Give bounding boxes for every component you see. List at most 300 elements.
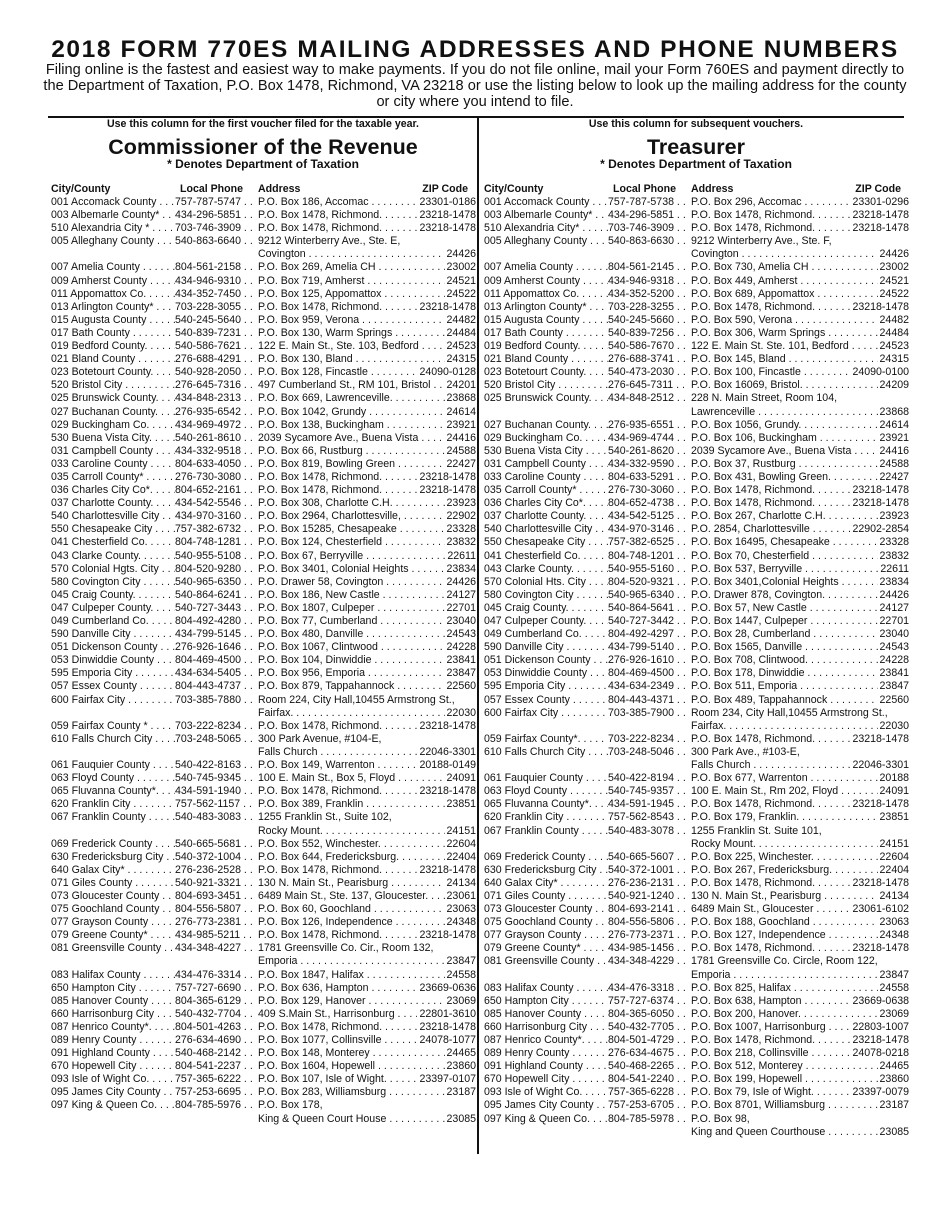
zip-code: 23328 <box>879 536 909 549</box>
local-phone: 540-839-7231 . . . <box>175 327 255 340</box>
local-phone: 276-773-2371 . . . <box>608 929 688 942</box>
table-row <box>481 615 911 628</box>
address: P.O. Box 128, Fincastle . . . <box>258 366 476 379</box>
zip-code: 24484 <box>879 326 909 339</box>
address: P.O. Box 1447, Culpeper . . . <box>691 615 909 628</box>
table-row <box>481 392 911 405</box>
city-county: 031 Campbell County . . . <box>484 458 608 471</box>
local-phone: 804-748-1201 . . . <box>608 550 688 563</box>
table-row <box>48 576 478 589</box>
city-county: 620 Franklin City . . . <box>484 811 608 824</box>
city-county: 053 Dinwiddie County . . . <box>51 654 175 667</box>
city-county: 011 Appomattox Co. . . . <box>484 288 608 301</box>
zip-code: 24588 <box>879 457 909 470</box>
address: P.O. Box 1478, Richmond. . . . <box>691 301 909 314</box>
table-row <box>481 903 911 916</box>
local-phone: 540-864-6241 . . . <box>175 589 255 602</box>
local-phone: 434-946-9310 . . . <box>175 275 255 288</box>
local-phone: 703-222-8234 . . . <box>608 733 688 746</box>
zip-code: 24151 <box>446 824 476 837</box>
zip-code: 22560 <box>446 680 476 693</box>
table-row <box>481 942 911 955</box>
zip-code: 24521 <box>446 274 476 287</box>
city-county: 097 King & Queen Co. . . . <box>51 1099 175 1112</box>
address: P.O. Box 67, Berryville . . . <box>258 550 476 563</box>
table-row <box>48 680 478 693</box>
table-row <box>48 903 478 916</box>
city-county: 001 Accomack County . . . <box>51 196 175 209</box>
zip-code: 24426 <box>446 575 476 588</box>
address: P.O. Box 389, Franklin . . . <box>258 798 476 811</box>
table-row <box>481 288 911 301</box>
address: P.O. Box 1007, Harrisonburg . . . <box>691 1021 909 1034</box>
address: P.O. Box 267, Charlotte C.H. . . . <box>691 510 909 523</box>
local-phone: 540-422-8194 . . . <box>608 772 688 785</box>
table-row <box>481 261 911 274</box>
city-county: 087 Henrico County*. . . . <box>484 1034 608 1047</box>
local-phone: 276-935-6542 . . . <box>175 406 255 419</box>
city-county: 520 Bristol City . . . <box>484 379 608 392</box>
zip-code: 24201 <box>446 379 476 392</box>
table-row <box>481 366 911 379</box>
table-row <box>48 1021 478 1034</box>
address: P.O. Box 590, Verona . . . <box>691 314 909 327</box>
zip-code: 23063 <box>879 916 909 929</box>
city-county: 083 Halifax County . . . <box>484 982 608 995</box>
zip-code: 23218-1478 <box>419 484 476 497</box>
local-phone: 804-541-2237 . . . <box>175 1060 255 1073</box>
city-county: 005 Alleghany County . . . <box>484 235 608 248</box>
local-phone: 540-372-1001 . . . <box>608 864 688 877</box>
local-phone: 703-746-3909 . . . <box>175 222 255 235</box>
address: P.O. Box 70, Chesterfield . . . <box>691 550 909 563</box>
local-phone: 276-926-1610 . . . <box>608 654 688 667</box>
city-county: 093 Isle of Wight Co. . . . <box>51 1073 175 1086</box>
city-county: 079 Greene County* . . . <box>51 929 175 942</box>
local-phone: 804-443-4371 . . . <box>608 694 688 707</box>
address: P.O. Box 1067, Clintwood . . . <box>258 641 476 654</box>
address: P.O. Box 3401, Colonial Heights . . . <box>258 563 476 576</box>
address: Lawrenceville . . . <box>691 406 909 419</box>
city-county: 011 Appomattox Co. . . . <box>51 288 175 301</box>
address: P.O. Box 130, Warm Springs . . . <box>258 327 476 340</box>
zip-code: 22427 <box>879 470 909 483</box>
table-row <box>48 497 478 510</box>
table-row <box>481 707 911 720</box>
table-row <box>481 1021 911 1034</box>
table-row <box>48 406 478 419</box>
address: P.O. Box 106, Buckingham . . . <box>691 432 909 445</box>
local-phone: 540-965-6340 . . . <box>608 589 688 602</box>
local-phone: 804-561-2145 . . . <box>608 261 688 274</box>
city-county: 600 Fairfax City . . . <box>484 707 608 720</box>
address: P.O. Box 1478, Richmond. . . . <box>691 209 909 222</box>
city-county: 017 Bath County . . . <box>51 327 175 340</box>
address: 2039 Sycamore Ave., Buena Vista . . . <box>258 432 476 445</box>
city-county: 037 Charlotte County. . . . <box>51 497 175 510</box>
zip-code: 24558 <box>446 968 476 981</box>
city-county: 630 Fredericksburg City . . . <box>484 864 608 877</box>
address: P.O. Box 689, Appomattox . . . <box>691 288 909 301</box>
address: Room 224, City Hall,10455 Armstrong St., <box>258 693 455 706</box>
city-county: 051 Dickenson County . . . <box>51 641 175 654</box>
table-row <box>48 301 478 314</box>
local-phone: 540-261-8620 . . . <box>608 445 688 458</box>
address: 6489 Main St., Ste. 137, Gloucester. . . . <box>258 890 476 903</box>
table-row <box>48 667 478 680</box>
city-county: 081 Greensville County . . . <box>484 955 608 968</box>
local-phone: 540-245-5640 . . . <box>175 314 255 327</box>
city-county: 009 Amherst County . . . <box>484 275 608 288</box>
table-row <box>481 811 911 824</box>
header-address: Address <box>691 183 734 195</box>
address: P.O. Box 730, Amelia CH . . . <box>691 261 909 274</box>
table-row <box>481 798 911 811</box>
zip-code: 23218-1478 <box>852 798 909 811</box>
zip-code: 24078-1077 <box>419 1034 476 1046</box>
zip-code: 24614 <box>879 418 909 431</box>
city-county: 590 Danville City . . . <box>484 641 608 654</box>
table-row <box>481 209 911 222</box>
zip-code: 23187 <box>446 1086 476 1099</box>
local-phone: 703-248-5046 . . . <box>608 746 688 759</box>
address: P.O. Box 480, Danville . . . <box>258 628 476 641</box>
zip-code: 23397-0107 <box>419 1073 476 1086</box>
table-row <box>481 301 911 314</box>
city-county: 027 Buchanan County. . . . <box>51 406 175 419</box>
table-row <box>481 825 911 838</box>
table-row <box>48 550 478 563</box>
zip-code: 23301-0186 <box>419 196 476 208</box>
local-phone: 434-985-1456 . . . <box>608 942 688 955</box>
table-row <box>481 327 911 340</box>
zip-code: 24543 <box>879 641 909 654</box>
local-phone: 540-928-2050 . . . <box>175 366 255 379</box>
table-row <box>48 772 478 785</box>
table-row <box>48 851 478 864</box>
address: P.O. Box 100, Fincastle . . . <box>691 366 909 379</box>
zip-code: 22030 <box>879 719 909 732</box>
address: 1781 Greensville Co. Circle, Room 122, <box>691 955 878 968</box>
zip-code: 24228 <box>446 641 476 654</box>
table-row <box>48 890 478 903</box>
city-county: 073 Gloucester County . . . <box>51 890 175 903</box>
local-phone: 540-665-5607 . . . <box>608 851 688 864</box>
table-row <box>48 1008 478 1021</box>
table-row <box>481 641 911 654</box>
address: P.O. Box 37, Rustburg . . . <box>691 458 909 471</box>
local-phone: 276-634-4690 . . . <box>175 1034 255 1047</box>
address: P.O. Box 1478, Richmond. . . . <box>691 733 909 746</box>
zip-code: 24465 <box>446 1047 476 1060</box>
zip-code: 23040 <box>446 615 476 627</box>
table-row <box>48 969 478 982</box>
table-row-continuation <box>48 955 478 968</box>
city-county: 550 Chesapeake City . . . <box>51 523 175 536</box>
table-row <box>481 275 911 288</box>
address: P.O. Drawer 878, Covington. . . . <box>691 589 909 602</box>
city-county: 033 Caroline County . . . <box>51 458 175 471</box>
commissioner-table-header <box>48 183 478 196</box>
zip-code: 23218-1478 <box>852 942 909 955</box>
local-phone: 434-591-1940 . . . <box>175 785 255 798</box>
zip-code: 24127 <box>879 601 909 614</box>
address: P.O. Box 1478, Richmond. . . . <box>258 720 476 733</box>
address: P.O. Box 199, Hopewell . . . <box>691 1073 909 1086</box>
city-county: 041 Chesterfield Co. . . . <box>484 550 608 563</box>
zip-code: 22404 <box>446 850 476 863</box>
table-row <box>481 497 911 510</box>
address: P.O. Box 296, Accomac . . . <box>691 196 909 209</box>
address: P.O. Box 1478, Richmond. . . . <box>258 301 476 314</box>
table-row <box>48 995 478 1008</box>
city-county: 095 James City County . . . <box>51 1086 175 1099</box>
table-row-continuation <box>48 746 478 759</box>
table-row <box>481 851 911 864</box>
address: P.O. Box 186, Accomac . . . <box>258 196 476 209</box>
address: P.O. Box 8701, Williamsburg . . . <box>691 1099 909 1112</box>
zip-code: 23218-1478 <box>852 484 909 497</box>
zip-code: 23218-1478 <box>419 300 476 313</box>
city-county: 660 Harrisonburg City . . . <box>484 1021 608 1034</box>
local-phone: 540-727-3443 . . . <box>175 602 255 615</box>
city-county: 019 Bedford County. . . . <box>51 340 175 353</box>
city-county: 097 King & Queen Co. . . . <box>484 1113 608 1126</box>
address: Fairfax. . . . <box>258 707 476 720</box>
address: Falls Church . . . <box>258 746 476 759</box>
address: P.O. Box 1807, Culpeper . . . <box>258 602 476 615</box>
zip-code: 23860 <box>446 1060 476 1073</box>
table-row <box>481 510 911 523</box>
local-phone: 757-562-1157 . . . <box>175 798 255 811</box>
local-phone: 757-253-6695 . . . <box>175 1086 255 1099</box>
zip-code: 23851 <box>879 811 909 824</box>
table-row <box>48 314 478 327</box>
local-phone: 703-248-5065 . . . <box>175 733 255 746</box>
commissioner-denote: * Denotes Department of Taxation <box>167 157 359 171</box>
local-phone: 804-556-5807 . . . <box>175 903 255 916</box>
address: 1255 Franklin St. Suite 101, <box>691 824 822 837</box>
local-phone: 540-864-5641 . . . <box>608 602 688 615</box>
city-county: 095 James City County . . . <box>484 1099 608 1112</box>
address: P.O. Box 1478, Richmond. . . . <box>258 471 476 484</box>
city-county: 027 Buchanan County. . . . <box>484 419 608 432</box>
city-county: 013 Arlington County* . . . <box>51 301 175 314</box>
local-phone: 757-253-6705 . . . <box>608 1099 688 1112</box>
local-phone: 276-634-4675 . . . <box>608 1047 688 1060</box>
zip-code: 23218-1478 <box>419 863 476 876</box>
local-phone: 540-839-7256 . . . <box>608 327 688 340</box>
city-county: 089 Henry County . . . <box>484 1047 608 1060</box>
zip-code: 24348 <box>446 916 476 929</box>
address: 497 Cumberland St., RM 101, Bristol . . . <box>258 379 476 392</box>
page-title: 2018 FORM 770ES MAILING ADDRESSES AND PHONE NUMBERS <box>51 36 899 63</box>
city-county: 003 Albemarle County* . . . <box>51 209 175 222</box>
zip-code: 24522 <box>879 287 909 300</box>
table-row <box>481 550 911 563</box>
zip-code: 22046-3301 <box>852 759 909 772</box>
city-county: 093 Isle of Wight Co. . . . <box>484 1086 608 1099</box>
local-phone: 540-586-7621 . . . <box>175 340 255 353</box>
zip-code: 24090-0128 <box>419 366 476 379</box>
zip-code: 23218-1478 <box>419 929 476 942</box>
address: P.O. Box 60, Goochland . . . <box>258 903 476 916</box>
address: P.O. Box 1478, Richmond. . . . <box>258 222 476 235</box>
address: Covington . . . <box>691 248 909 261</box>
local-phone: 434-476-3314 . . . <box>175 969 255 982</box>
zip-code: 23847 <box>879 680 909 693</box>
table-row <box>481 667 911 680</box>
local-phone: 540-921-3321 . . . <box>175 877 255 890</box>
address: P.O. Box 2964, Charlottesville, . . . <box>258 510 476 523</box>
city-county: 047 Culpeper County. . . . <box>484 615 608 628</box>
city-county: 045 Craig County. . . . <box>484 602 608 615</box>
table-row <box>48 798 478 811</box>
zip-code: 24521 <box>879 274 909 287</box>
city-county: 007 Amelia County . . . <box>484 261 608 274</box>
zip-code: 23085 <box>879 1125 909 1138</box>
address: 409 S.Main St., Harrisonburg . . . <box>258 1008 476 1021</box>
address: P.O. Box 306, Warm Springs . . . <box>691 327 909 340</box>
zip-code: 23860 <box>879 1073 909 1086</box>
city-county: 570 Colonial Hts. City . . . <box>484 576 608 589</box>
city-county: 019 Bedford County. . . . <box>484 340 608 353</box>
city-county: 071 Giles County . . . <box>51 877 175 890</box>
table-row <box>48 694 478 707</box>
commissioner-note: Use this column for the first voucher filed for the taxable year. <box>106 118 419 130</box>
city-county: 077 Grayson County . . . <box>484 929 608 942</box>
local-phone: 757-787-5747 . . . <box>175 196 255 209</box>
zip-code: 23218-1478 <box>419 209 476 222</box>
table-row <box>48 759 478 772</box>
local-phone: 540-955-5160 . . . <box>608 563 688 576</box>
table-row <box>48 785 478 798</box>
local-phone: 434-848-2313 . . . <box>175 392 255 405</box>
local-phone: 434-634-5405 . . . <box>175 667 255 680</box>
address: P.O. Box 178, <box>258 1099 323 1112</box>
zip-code: 24134 <box>446 876 476 889</box>
local-phone: 804-785-5976 . . . <box>175 1099 255 1112</box>
zip-code: 23218-1478 <box>852 497 909 510</box>
city-county: 067 Franklin County . . . <box>484 825 608 838</box>
local-phone: 804-541-2240 . . . <box>608 1073 688 1086</box>
city-county: 047 Culpeper County. . . . <box>51 602 175 615</box>
zip-code: 23218-1478 <box>852 876 909 889</box>
table-row <box>481 890 911 903</box>
table-row <box>481 589 911 602</box>
address: 6489 Main St., Gloucester . . . <box>691 903 909 916</box>
address: 1255 Franklin St., Suite 102, <box>258 811 392 824</box>
city-county: 610 Falls Church City . . . <box>51 733 175 746</box>
zip-code: 23851 <box>446 798 476 811</box>
zip-code: 23069 <box>446 994 476 1007</box>
address: P.O. Box 449, Amherst . . . <box>691 275 909 288</box>
table-row <box>481 916 911 929</box>
zip-code: 23218-1478 <box>852 300 909 313</box>
table-row <box>48 432 478 445</box>
local-phone: 703-222-8234 . . . <box>175 720 255 733</box>
address: Covington . . . <box>258 248 476 261</box>
zip-code: 24588 <box>446 444 476 457</box>
address: P.O. Box 552, Winchester. . . . <box>258 838 476 851</box>
zip-code: 24209 <box>879 379 909 392</box>
treasurer-denote: * Denotes Department of Taxation <box>600 157 792 171</box>
table-row <box>48 366 478 379</box>
table-row <box>48 419 478 432</box>
table-row <box>48 838 478 851</box>
address: P.O. Box 879, Tappahannock . . . <box>258 680 476 693</box>
city-county: 043 Clarke County. . . . <box>484 563 608 576</box>
address: P.O. Box 15285, Chesapeake . . . <box>258 523 476 536</box>
local-phone: 434-332-9518 . . . <box>175 445 255 458</box>
address: P.O. Box 107, Isle of Wight. . . . <box>258 1073 476 1086</box>
table-row <box>48 916 478 929</box>
address: P.O. 2854, Charlottesville . . . <box>691 523 909 536</box>
zip-code: 23921 <box>879 431 909 444</box>
city-county: 063 Floyd County . . . <box>51 772 175 785</box>
city-county: 595 Emporia City . . . <box>51 667 175 680</box>
treasurer-rows <box>481 196 911 1139</box>
zip-code: 23923 <box>879 510 909 523</box>
city-county: 057 Essex County . . . <box>51 680 175 693</box>
local-phone: 703-746-3909 . . . <box>608 222 688 235</box>
local-phone: 276-236-2528 . . . <box>175 864 255 877</box>
address: P.O. Box 537, Berryville . . . <box>691 563 909 576</box>
address: P.O. Box 1478, Richmond. . . . <box>691 484 909 497</box>
header-zip: ZIP Code <box>855 183 901 195</box>
table-row <box>48 589 478 602</box>
city-county: 033 Caroline County . . . <box>484 471 608 484</box>
city-county: 023 Botetourt County. . . . <box>51 366 175 379</box>
city-county: 650 Hampton City . . . <box>51 982 175 995</box>
zip-code: 24078-0218 <box>852 1047 909 1060</box>
address: P.O. Box 3401,Colonial Heights . . . <box>691 576 909 589</box>
local-phone: 804-501-4263 . . . <box>175 1021 255 1034</box>
city-county: 087 Henrico County*. . . . <box>51 1021 175 1034</box>
city-county: 530 Buena Vista City . . . <box>484 445 608 458</box>
address: P.O. Box 1042, Grundy . . . <box>258 406 476 419</box>
city-county: 630 Fredericksburg City . . . <box>51 851 175 864</box>
table-row <box>481 982 911 995</box>
zip-code: 23868 <box>879 405 909 418</box>
local-phone: 276-773-2381 . . . <box>175 916 255 929</box>
local-phone: 540-483-3078 . . . <box>608 825 688 838</box>
table-row <box>48 379 478 392</box>
table-row <box>48 628 478 641</box>
local-phone: 540-727-3442 . . . <box>608 615 688 628</box>
table-row <box>481 484 911 497</box>
address: P.O. Box 225, Winchester. . . . <box>691 851 909 864</box>
address: P.O. Box 819, Bowling Green . . . <box>258 458 476 471</box>
city-county: 015 Augusta County . . . <box>484 314 608 327</box>
table-row <box>48 458 478 471</box>
local-phone: 540-372-1004 . . . <box>175 851 255 864</box>
local-phone: 804-785-5978 . . . <box>608 1113 688 1126</box>
city-county: 083 Halifax County . . . <box>51 969 175 982</box>
zip-code: 23218-1478 <box>852 209 909 222</box>
table-row <box>48 654 478 667</box>
local-phone: 434-799-5140 . . . <box>608 641 688 654</box>
table-row <box>481 746 911 759</box>
commissioner-column <box>48 118 478 1125</box>
table-row <box>481 929 911 942</box>
local-phone: 757-787-5738 . . . <box>608 196 688 209</box>
table-row-continuation <box>48 707 478 720</box>
table-row <box>48 641 478 654</box>
local-phone: 804-633-5291 . . . <box>608 471 688 484</box>
zip-code: 23218-1478 <box>419 719 476 732</box>
local-phone: 540-863-6640 . . . <box>175 235 255 248</box>
